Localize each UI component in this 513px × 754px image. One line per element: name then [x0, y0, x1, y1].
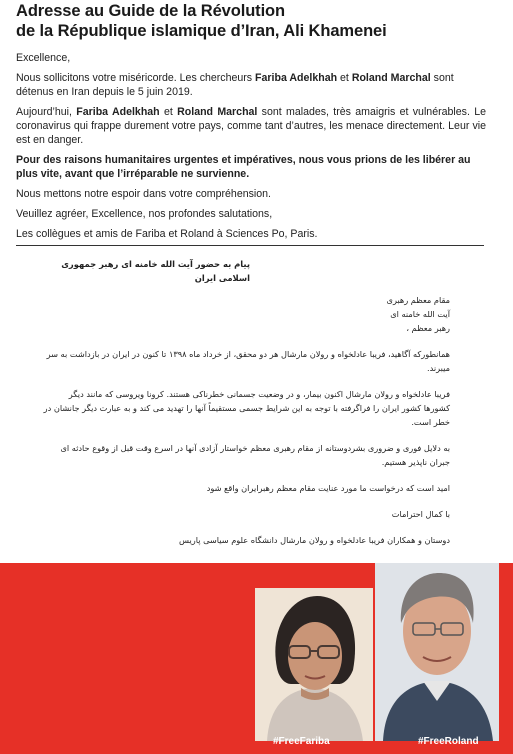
text: et [337, 72, 352, 84]
text: et [159, 106, 178, 118]
title-line-1: Adresse au Guide de la Révolution [16, 2, 286, 20]
fariba-portrait [255, 588, 373, 741]
persian-signature: دوستان و همکاران فریبا عادلخواه و رولان مارشال دانشگاه علوم سیاسی پاریس [179, 535, 450, 545]
letter-signature: Les collègues et amis de Fariba et Roland à Sciences Po, Paris. [16, 228, 318, 240]
text: Nous sollicitons votre miséricorde. Les chercheurs [16, 72, 256, 84]
paragraph-health [16, 105, 486, 147]
text: sont malades, très amaigris et vulnérables. Le coronavirus qui frappe durement votre pays, comme tant d’autres, les menace directement. Leur vie est en danger. [16, 106, 486, 146]
persian-paragraph-hope: امید است که درخواست ما مورد عنایت مقام معظم رهبرایران واقع شود [206, 483, 450, 493]
persian-paragraph-plea: به دلایل فوری و ضروری بشردوستانه از مقام رهبری معظم خواستار آزادی آنها در اسرع وقت قبل از وقوع حادثه ای جبران ناپذیر هستیم. [60, 443, 450, 467]
persian-address-2: آیت الله خامنه ای [390, 309, 450, 319]
text: Aujourd’hui, [16, 106, 77, 118]
persian-title: پیام به حضور آیت الله خامنه ای رهبر جمهوری اسلامی ایران [61, 259, 250, 283]
name-roland: Roland Marchal [177, 106, 258, 118]
name-roland: Roland Marchal [351, 72, 431, 84]
roland-portrait-illustration [375, 563, 499, 741]
persian-paragraph-health: فریبا عادلخواه و رولان مارشال اکنون بیمار، و در وضعیت جسمانی خطرناکی هستند. کرونا ویروسی که مانند دیگر کشورها کشور ایران را فراگرفته با توجه به این شرایط جسمی مستقیماً آنها را تهدید می کند و به عبارت دیگر جانشان در خطر است. [43, 389, 450, 427]
free-roland-hashtag: #FreeRoland [418, 736, 479, 747]
persian-letter-body [40, 257, 450, 547]
french-letter-body [16, 51, 486, 247]
persian-address-3: رهبر معظم ، [406, 323, 450, 333]
name-fariba: Fariba Adelkhah [76, 106, 160, 118]
persian-paragraph-detention: همانطورکه آگاهید، فریبا عادلخواه و رولان مارشال هر دو محقق، از خرداد ماه ۱۳۹۸ تا کنون در ایران در بازداشت به سر میبرند. [46, 349, 450, 373]
paragraph-detention [16, 71, 486, 99]
letter-title [16, 1, 496, 41]
paragraph-regards: Veuillez agréer, Excellence, nos profondes salutations, [16, 208, 273, 220]
title-line-2: de la République islamique d’Iran, Ali Khamenei [16, 22, 387, 40]
roland-portrait [375, 563, 499, 741]
free-fariba-hashtag: #FreeFariba [273, 736, 330, 747]
plea-text: Pour des raisons humanitaires urgentes et impératives, nous vous prions de les libérer au plus vite, avant que l’irréparable ne survienne. [16, 154, 471, 180]
text: sont détenus en Iran depuis le 5 juin 2019. [16, 72, 454, 98]
persian-paragraph-regards: با کمال احترامات [391, 509, 450, 519]
paragraph-hope: Nous mettons notre espoir dans votre compréhension. [16, 188, 271, 200]
fariba-portrait-illustration [255, 588, 373, 741]
free-them-banner [0, 563, 513, 754]
name-fariba: Fariba Adelkhah [255, 72, 338, 84]
persian-address-1: مقام معظم رهبری [386, 295, 450, 305]
section-divider [16, 245, 484, 246]
paragraph-plea [16, 153, 486, 181]
salutation: Excellence, [16, 52, 71, 64]
